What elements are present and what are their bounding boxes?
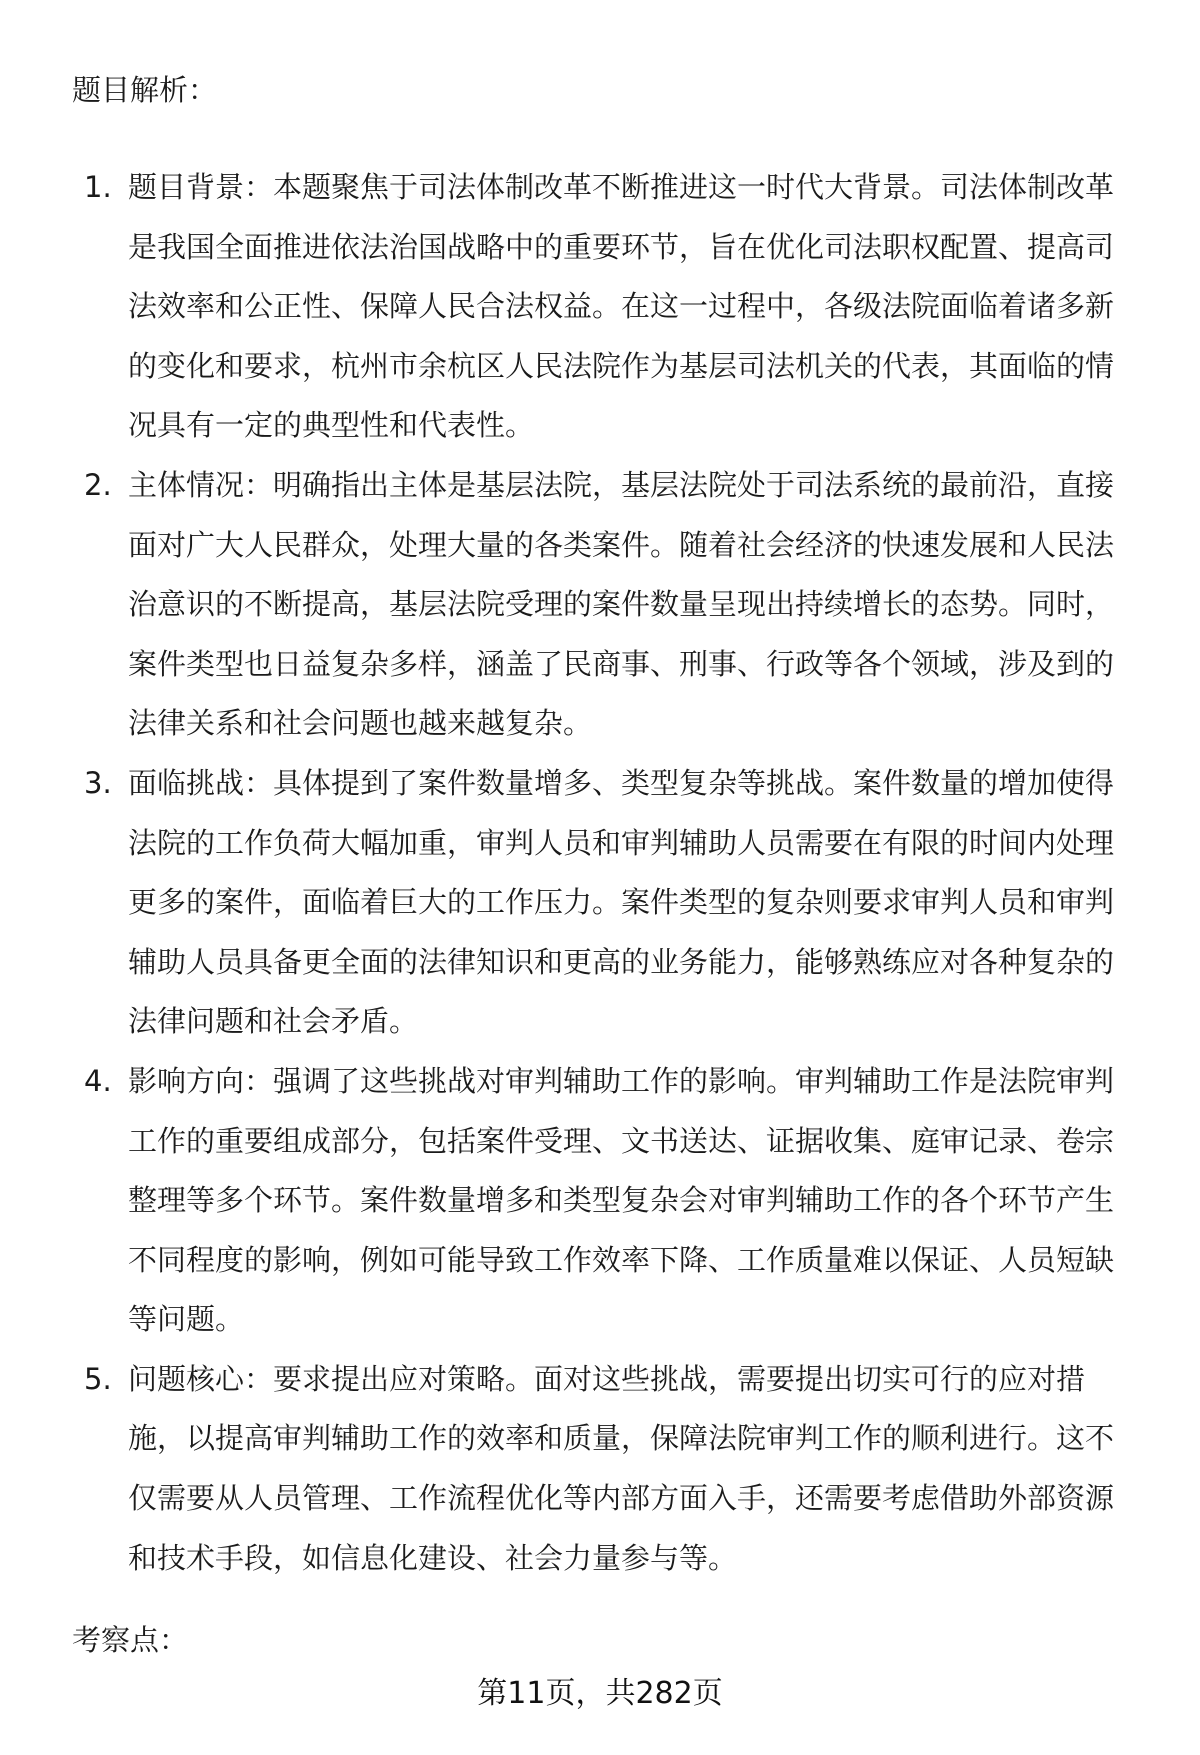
item-number: 5. <box>84 1361 112 1396</box>
list-item <box>0 1350 1200 1588</box>
item-text-line: 案件类型也日益复杂多样，涵盖了民商事、刑事、行政等各个领域，涉及到的 <box>128 646 1115 681</box>
item-text-line: 法律关系和社会问题也越来越复杂。 <box>128 706 593 741</box>
list-item <box>0 754 1200 1052</box>
item-text-line: 辅助人员具备更全面的法律知识和更高的业务能力，能够熟练应对各种复杂的 <box>128 944 1115 979</box>
item-number: 1. <box>84 170 112 204</box>
item-text-line: 况具有一定的典型性和代表性。 <box>128 408 535 443</box>
item-text-line: 主体情况：明确指出主体是基层法院，基层法院处于司法系统的最前沿，直接 <box>128 467 1115 502</box>
item-text-line: 施，以提高审判辅助工作的效率和质量，保障法院审判工作的顺利进行。这不 <box>128 1421 1115 1456</box>
item-text-line: 面对广大人民群众，处理大量的各类案件。随着社会经济的快速发展和人民法 <box>128 527 1115 562</box>
section-title: 题目解析： <box>72 73 218 107</box>
list-item <box>0 158 1200 456</box>
analysis-list <box>0 158 1200 1588</box>
item-text-line: 法效率和公正性、保障人民合法权益。在这一过程中，各级法院面临着诸多新 <box>128 289 1115 324</box>
item-text-line: 影响方向：强调了这些挑战对审判辅助工作的影响。审判辅助工作是法院审判 <box>128 1063 1115 1098</box>
item-text-line: 的变化和要求，杭州市余杭区人民法院作为基层司法机关的代表，其面临的情 <box>128 348 1115 383</box>
item-text-line: 题目背景：本题聚焦于司法体制改革不断推进这一时代大背景。司法体制改革 <box>128 170 1115 204</box>
item-text-line: 整理等多个环节。案件数量增多和类型复杂会对审判辅助工作的各个环节产生 <box>128 1183 1115 1218</box>
item-text-line: 仅需要从人员管理、工作流程优化等内部方面入手，还需要考虑借助外部资源 <box>128 1481 1115 1516</box>
item-number: 4. <box>84 1063 112 1098</box>
item-text-line: 法律问题和社会矛盾。 <box>128 1004 419 1039</box>
item-text-line: 问题核心：要求提出应对策略。面对这些挑战，需要提出切实可行的应对措 <box>128 1361 1086 1396</box>
item-text-line: 法院的工作负荷大幅加重，审判人员和审判辅助人员需要在有限的时间内处理 <box>128 825 1115 860</box>
item-text-line: 工作的重要组成部分，包括案件受理、文书送达、证据收集、庭审记录、卷宗 <box>128 1123 1115 1158</box>
item-text-line: 是我国全面推进依法治国战略中的重要环节，旨在优化司法职权配置、提高司 <box>128 229 1115 264</box>
page-number: 第11页，共282页 <box>477 1676 723 1711</box>
item-text-line: 面临挑战：具体提到了案件数量增多、类型复杂等挑战。案件数量的增加使得 <box>128 765 1115 800</box>
item-text-line: 治意识的不断提高，基层法院受理的案件数量呈现出持续增长的态势。同时， <box>128 587 1115 622</box>
item-text-line: 更多的案件，面临着巨大的工作压力。案件类型的复杂则要求审判人员和审判 <box>128 885 1115 920</box>
item-number: 2. <box>84 467 112 502</box>
item-number: 3. <box>84 765 112 800</box>
list-item <box>0 456 1200 754</box>
exam-points-heading: 考察点： <box>72 1623 189 1657</box>
item-text-line: 和技术手段，如信息化建设、社会力量参与等。 <box>128 1540 738 1575</box>
item-text-line: 等问题。 <box>128 1302 245 1337</box>
list-item <box>0 1052 1200 1350</box>
item-text-line: 不同程度的影响，例如可能导致工作效率下降、工作质量难以保证、人员短缺 <box>128 1242 1115 1277</box>
